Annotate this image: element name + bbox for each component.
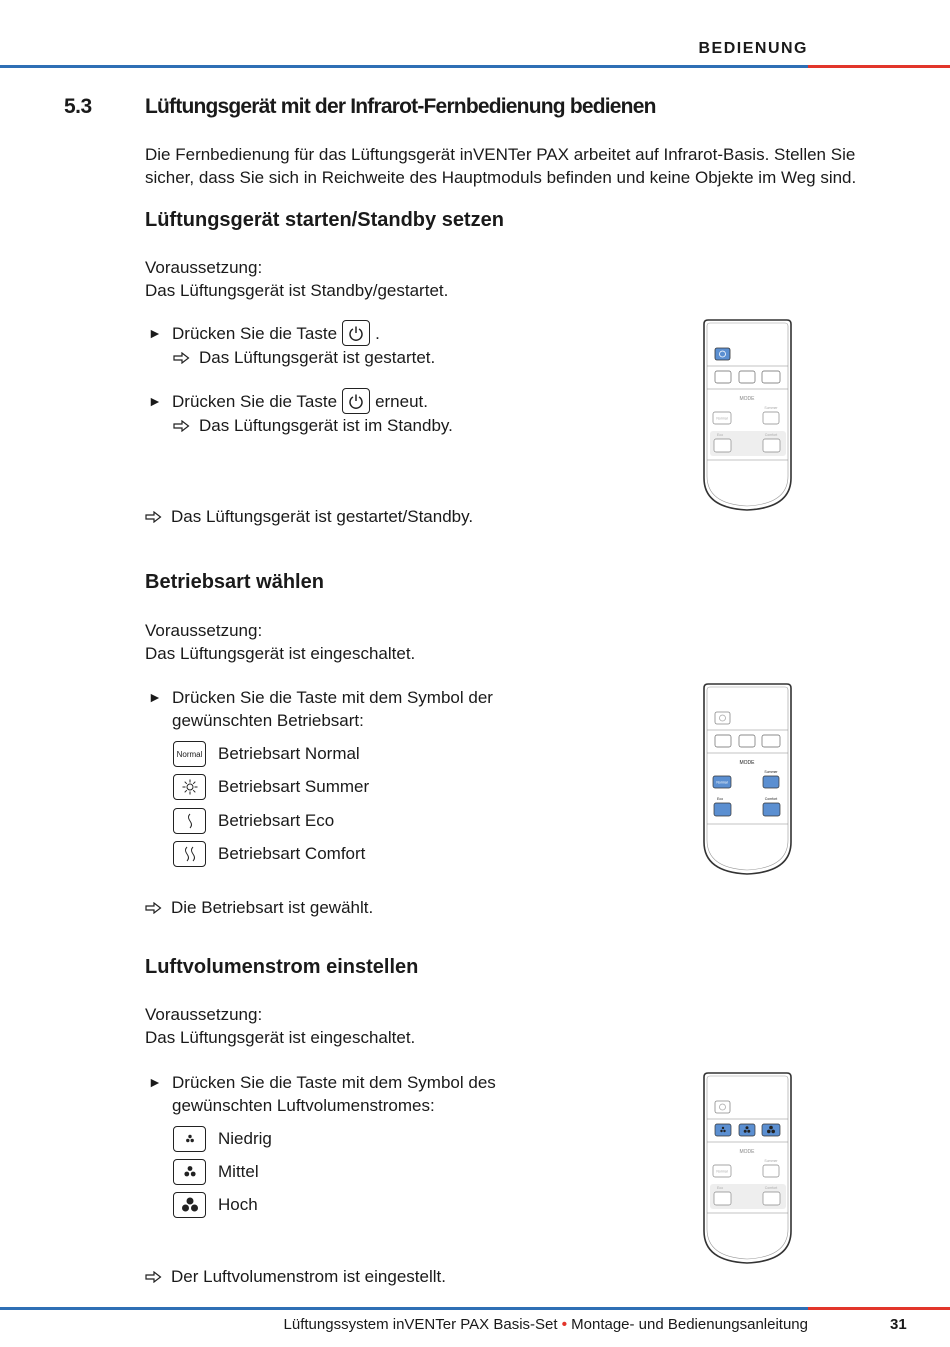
- prereq-text: Das Lüftungsgerät ist Standby/gestartet.: [145, 281, 449, 300]
- mode-item-normal: Normal Betriebsart Normal: [173, 741, 360, 767]
- fan-small-icon: [173, 1126, 206, 1152]
- heading-start-standby: Lüftungsgerät starten/Standby setzen: [145, 209, 504, 231]
- remote-illustration-mode: [700, 682, 795, 877]
- bullet-arrow-icon: ►: [148, 689, 162, 705]
- bullet-arrow-icon: ►: [148, 392, 162, 409]
- prereq-text: Das Lüftungsgerät ist eingeschaltet.: [145, 644, 416, 663]
- remote-summer-label: Summer: [764, 770, 778, 774]
- remote-eco-label: Eco: [716, 433, 724, 437]
- prereq-label: Voraussetzung:: [145, 621, 263, 640]
- result-standby: Das Lüftungsgerät ist im Standby.: [173, 414, 453, 437]
- prereq-label: Voraussetzung:: [145, 258, 263, 277]
- result-started: Das Lüftungsgerät ist gestartet.: [173, 346, 435, 369]
- airflow-item-high: Hoch: [173, 1192, 258, 1218]
- page-number: 31: [890, 1316, 907, 1333]
- header-rule: [0, 65, 950, 68]
- remote-illustration-airflow: [700, 1071, 795, 1266]
- result-final-mode: Die Betriebsart ist gewählt.: [145, 896, 373, 919]
- result-arrow-icon: [173, 351, 191, 365]
- remote-normal-label: Normal: [716, 416, 728, 421]
- fan-medium-icon: [173, 1159, 206, 1185]
- prereq-label: Voraussetzung:: [145, 1005, 263, 1024]
- airflow-item-low: Niedrig: [173, 1126, 272, 1152]
- remote-normal-label: Normal: [716, 780, 728, 785]
- result-final-start: Das Lüftungsgerät ist gestartet/Standby.: [145, 505, 473, 528]
- remote-summer-label: Summer: [764, 406, 778, 410]
- footer-rule: [0, 1307, 950, 1310]
- step-select-airflow-line2: gewünschten Luftvolumenstromes:: [172, 1096, 435, 1115]
- footer-doc-title: Lüftungssystem inVENTer PAX Basis-Set • Montage- und Bedienungsanleitung: [283, 1316, 808, 1333]
- intro-line-2: sicher, dass Sie sich in Reichweite des Hauptmoduls befinden und keine Objekte im Weg sind.: [145, 168, 857, 187]
- remote-mode-label: MODE: [739, 1149, 755, 1155]
- single-wave-icon: [173, 808, 206, 834]
- result-arrow-icon: [145, 510, 163, 524]
- sun-icon: [173, 774, 206, 800]
- section-title: Lüftungsgerät mit der Infrarot-Fernbedienung bedienen: [145, 95, 656, 118]
- heading-airflow: Luftvolumenstrom einstellen: [145, 956, 419, 978]
- remote-eco-label: Eco: [716, 1186, 724, 1190]
- step-press-power: ► Drücken Sie die Taste .: [148, 320, 380, 346]
- remote-comfort-label: Comfort: [764, 797, 778, 801]
- normal-label-icon: Normal: [173, 741, 206, 767]
- remote-mode-label: MODE: [739, 396, 755, 402]
- chapter-label: BEDIENUNG: [698, 40, 808, 57]
- step-select-mode: ► Drücken Sie die Taste mit dem Symbol der: [148, 688, 493, 707]
- power-key-icon: [342, 388, 370, 414]
- remote-normal-label: Normal: [716, 1169, 728, 1174]
- mode-item-summer: Betriebsart Summer: [173, 774, 369, 800]
- remote-comfort-label: Comfort: [764, 433, 778, 437]
- bullet-arrow-icon: ►: [148, 324, 162, 341]
- remote-comfort-label: Comfort: [764, 1186, 778, 1190]
- heading-mode: Betriebsart wählen: [145, 571, 324, 593]
- result-arrow-icon: [145, 1270, 163, 1284]
- step-select-airflow: ► Drücken Sie die Taste mit dem Symbol des: [148, 1073, 496, 1092]
- mode-item-comfort: Betriebsart Comfort: [173, 841, 365, 867]
- remote-illustration-power: [700, 318, 795, 513]
- footer-separator: •: [561, 1316, 567, 1333]
- prereq-text: Das Lüftungsgerät ist eingeschaltet.: [145, 1028, 416, 1047]
- bullet-arrow-icon: ►: [148, 1074, 162, 1090]
- fan-large-icon: [173, 1192, 206, 1218]
- airflow-item-medium: Mittel: [173, 1159, 259, 1185]
- step-select-mode-line2: gewünschten Betriebsart:: [172, 711, 364, 730]
- intro-line-1: Die Fernbedienung für das Lüftungsgerät inVENTer PAX arbeitet auf Infrarot-Basis. Stellen Sie: [145, 145, 856, 164]
- result-arrow-icon: [145, 901, 163, 915]
- double-wave-icon: [173, 841, 206, 867]
- remote-mode-label: MODE: [739, 760, 755, 766]
- power-key-icon: [342, 320, 370, 346]
- section-number: 5.3: [64, 95, 92, 118]
- remote-eco-label: Eco: [716, 797, 724, 801]
- result-final-airflow: Der Luftvolumenstrom ist eingestellt.: [145, 1265, 446, 1288]
- result-arrow-icon: [173, 419, 191, 433]
- remote-summer-label: Summer: [764, 1159, 778, 1163]
- step-press-power-again: ► Drücken Sie die Taste erneut.: [148, 388, 428, 414]
- mode-item-eco: Betriebsart Eco: [173, 808, 334, 834]
